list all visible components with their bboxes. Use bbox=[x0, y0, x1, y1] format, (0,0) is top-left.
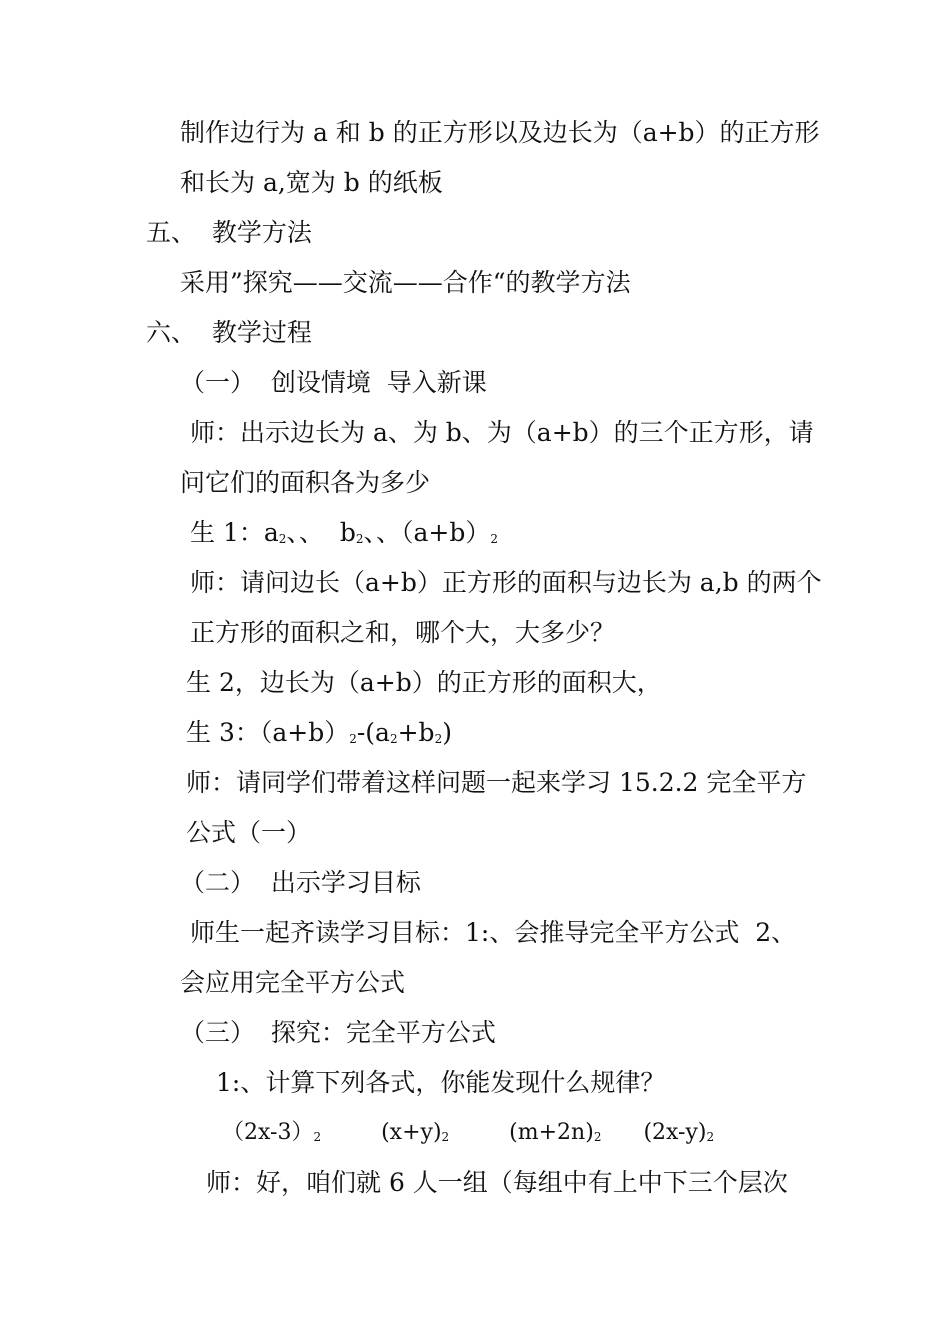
text-line: 师：请同学们带着这样问题一起来学习 15.2.2 完全平方 bbox=[186, 768, 807, 797]
text-line: 师：出示边长为 a、为 b、为（a+b）的三个正方形，请 bbox=[190, 418, 814, 447]
expression-list bbox=[222, 1117, 714, 1153]
text-line: 采用”探究——交流——合作“的教学方法 bbox=[180, 268, 631, 297]
subsection-heading: （三） 探究：完全平方公式 bbox=[180, 1018, 496, 1047]
text-line: 师：请问边长（a+b）正方形的面积与边长为 a,b 的两个 bbox=[190, 568, 822, 597]
student-answer-3: 生 3：（a+b）2-(a2+b2) bbox=[186, 718, 452, 747]
subsection-heading: （一） 创设情境 导入新课 bbox=[180, 368, 487, 397]
section-heading: 六、 教学过程 bbox=[146, 318, 312, 347]
subsection-heading: （二） 出示学习目标 bbox=[180, 868, 421, 897]
expression: （2x-3）2 bbox=[222, 1120, 322, 1145]
expression: (m+2n)2 bbox=[509, 1120, 602, 1145]
expression: (x+y)2 bbox=[381, 1120, 450, 1145]
text-line: 会应用完全平方公式 bbox=[180, 968, 406, 997]
text-line: 正方形的面积之和，哪个大，大多少？ bbox=[190, 618, 616, 647]
expression: (2x-y)2 bbox=[643, 1120, 715, 1145]
text-line: 制作边行为 a 和 b 的正方形以及边长为（a+b）的正方形 bbox=[180, 118, 820, 147]
text-line: 师：好，咱们就 6 人一组（每组中有上中下三个层次 bbox=[206, 1168, 788, 1197]
text-line: 1:、计算下列各式，你能发现什么规律？ bbox=[216, 1068, 666, 1097]
text-line: 和长为 a,宽为 b 的纸板 bbox=[180, 168, 443, 197]
section-heading: 五、 教学方法 bbox=[146, 218, 312, 247]
text-line: 师生一起齐读学习目标：1:、会推导完全平方公式 2、 bbox=[190, 918, 797, 947]
student-answer-1: 生 1：a2、、 b2、、（a+b）2 bbox=[190, 518, 498, 547]
text-line: 生 2，边长为（a+b）的正方形的面积大， bbox=[186, 668, 662, 697]
text-line: 问它们的面积各为多少 bbox=[180, 468, 431, 497]
text-line: 公式（一） bbox=[186, 818, 312, 847]
